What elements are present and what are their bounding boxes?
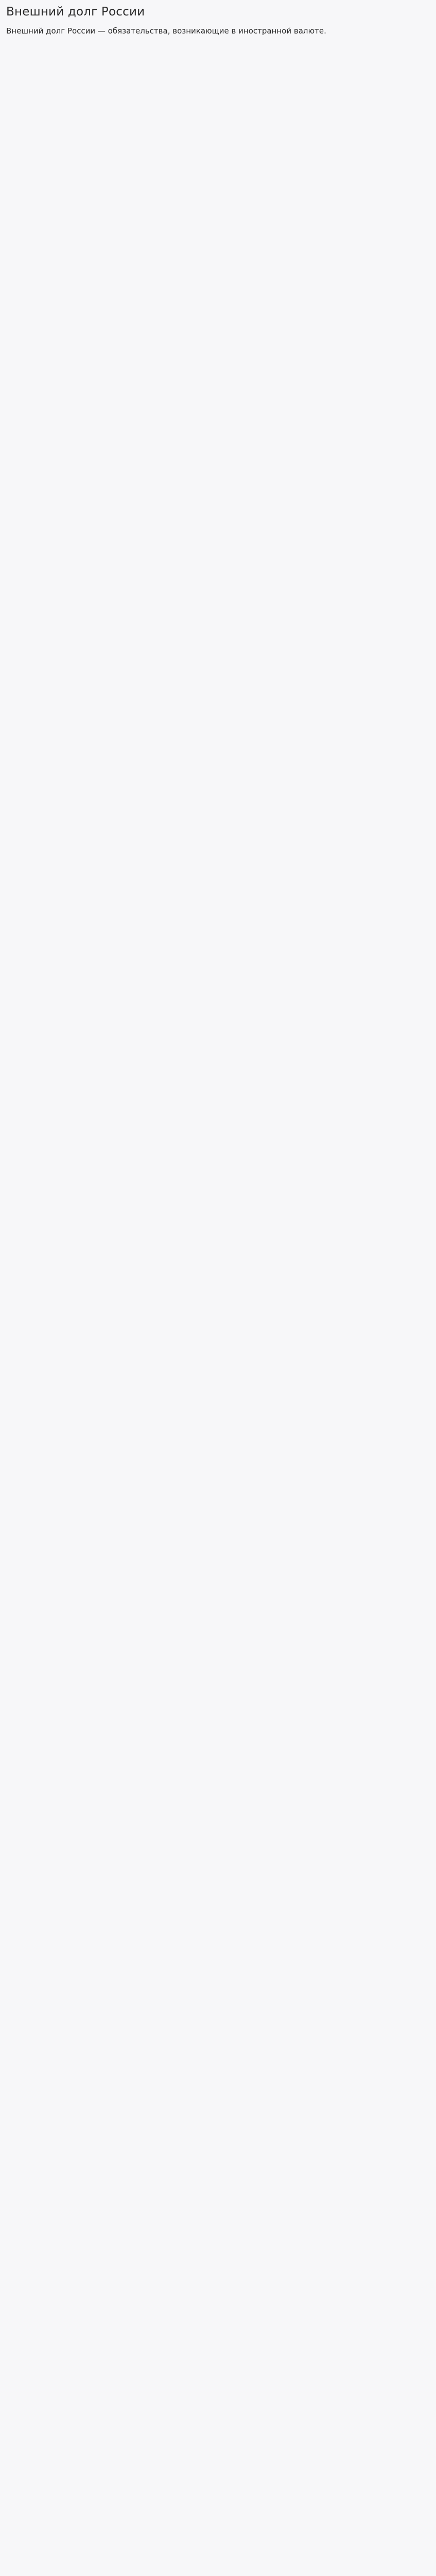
article-title: Внешний долг России: [6, 5, 145, 19]
article-lead: Внешний долг России — обязательства, возникающие в иностранной валюте.: [6, 26, 326, 36]
